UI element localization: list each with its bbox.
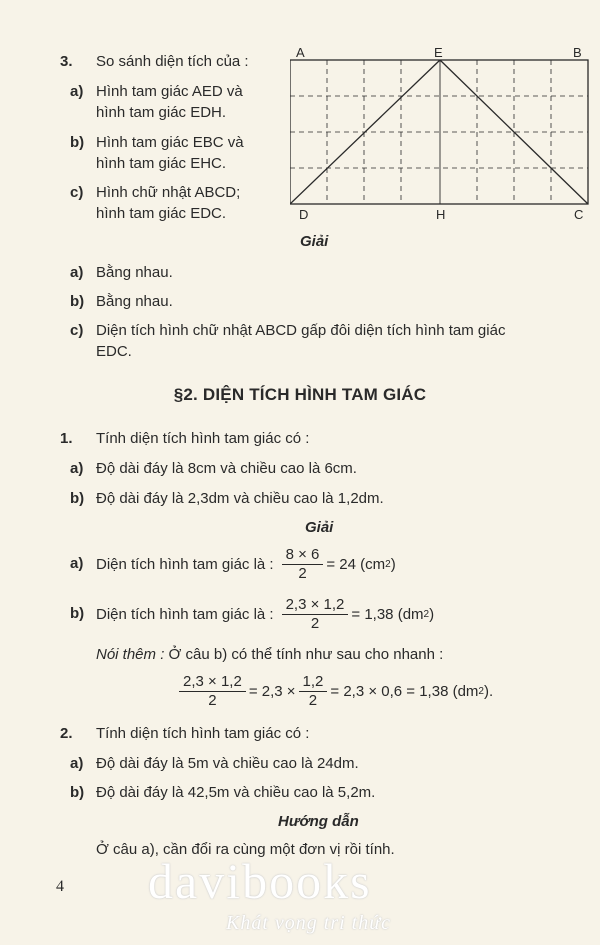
note-line: [96, 646, 443, 663]
unit-exponent: 2: [385, 558, 391, 570]
rectangle-figure: [290, 44, 595, 224]
watermark-tagline: Khát vọng tri thức: [226, 912, 392, 934]
problem-1-stem: Tính diện tích hình tam giác có :: [96, 430, 310, 447]
fraction-12-over-2: [299, 673, 328, 710]
solution-1b-equation: [96, 591, 434, 637]
fraction-23x12-over-2: [282, 596, 349, 633]
problem-2a-label: a): [70, 755, 84, 772]
fraction-denominator: 2: [298, 564, 307, 582]
problem-2b-label: b): [70, 784, 85, 801]
unit-close: ): [390, 555, 396, 573]
unit-close: ): [429, 605, 435, 623]
unit-exponent: 2: [423, 608, 430, 620]
answer-3a-label: a): [70, 264, 84, 281]
fraction-8x6-over-2: [282, 546, 324, 583]
answer-3c-line2: EDC.: [96, 343, 132, 360]
solution-1a-result: = 24 (cm: [326, 555, 386, 573]
fraction-numerator: 1,2: [299, 673, 328, 692]
problem-3a-label: a): [70, 83, 84, 100]
problem-3c-line2: hình tam giác EDC.: [96, 205, 227, 222]
problem-2-stem: Tính diện tích hình tam giác có :: [96, 725, 310, 742]
problem-3-stem: So sánh diện tích của :: [96, 53, 249, 70]
answer-3a-text: Bằng nhau.: [96, 264, 173, 281]
fraction-denominator: 2: [308, 691, 318, 709]
problem-3-solution-heading: Giải: [300, 233, 329, 250]
label-b: B: [573, 45, 582, 60]
unit-close: ).: [483, 682, 494, 700]
fraction-23x12-over-2: [179, 673, 246, 710]
fraction-denominator: 2: [208, 691, 217, 709]
solution-1b-result: = 1,38 (dm: [351, 605, 424, 623]
problem-3b-label: b): [70, 134, 85, 151]
answer-3c-line1: Diện tích hình chữ nhật ABCD gấp đôi diện tích hình tam giác: [96, 322, 506, 339]
answer-3c-label: c): [70, 322, 84, 339]
unit-exponent: 2: [478, 685, 484, 697]
watermark-logo: davibooks: [148, 853, 372, 909]
problem-2-hint-text: Ở câu a), cần đổi ra cùng một đơn vị rồi tính.: [96, 841, 395, 858]
fraction-numerator: 2,3 × 1,2: [282, 596, 349, 615]
label-e: E: [434, 45, 443, 60]
problem-1-number: 1.: [60, 430, 73, 447]
answer-3b-label: b): [70, 293, 85, 310]
fraction-numerator: 8 × 6: [282, 546, 324, 565]
label-c: C: [574, 207, 584, 222]
problem-2b-text: Độ dài đáy là 42,5m và chiều cao là 5,2m.: [96, 784, 376, 801]
note-label: Nói thêm :: [96, 646, 165, 663]
label-a: A: [296, 45, 305, 60]
fraction-numerator: 2,3 × 1,2: [179, 673, 246, 692]
problem-1a-text: Độ dài đáy là 8cm và chiều cao là 6cm.: [96, 460, 357, 477]
fast-method-equation: [176, 668, 493, 714]
problem-3-number: 3.: [60, 53, 73, 70]
problem-3a-line2: hình tam giác EDH.: [96, 104, 227, 121]
problem-2a-text: Độ dài đáy là 5m và chiều cao là 24dm.: [96, 755, 359, 772]
solution-1b-prefix: Diện tích hình tam giác là :: [96, 605, 274, 623]
problem-1b-text: Độ dài đáy là 2,3dm và chiều cao là 1,2dm.: [96, 490, 384, 507]
page-number: 4: [56, 878, 64, 895]
solution-1a-label: a): [70, 555, 84, 572]
problem-1-solution-heading: Giải: [305, 519, 334, 536]
solution-1a-prefix: Diện tích hình tam giác là :: [96, 555, 274, 573]
label-h: H: [436, 207, 446, 222]
problem-1b-label: b): [70, 490, 85, 507]
problem-3a-line1: Hình tam giác AED và: [96, 83, 243, 100]
solution-1b-label: b): [70, 605, 85, 622]
problem-3b-line1: Hình tam giác EBC và: [96, 134, 244, 151]
label-d: D: [299, 207, 309, 222]
note-text: Ở câu b) có thể tính như sau cho nhanh :: [168, 646, 444, 663]
fast-method-tail: = 2,3 × 0,6 = 1,38 (dm: [330, 682, 479, 700]
problem-2-number: 2.: [60, 725, 73, 742]
problem-3c-label: c): [70, 184, 84, 201]
problem-2-hint-heading: Hướng dẫn: [278, 813, 359, 830]
section-title: §2. DIỆN TÍCH HÌNH TAM GIÁC: [173, 385, 427, 404]
answer-3b-text: Bằng nhau.: [96, 293, 173, 310]
problem-3c-line1: Hình chữ nhật ABCD;: [96, 184, 241, 201]
problem-1a-label: a): [70, 460, 84, 477]
solution-1a-equation: [96, 541, 396, 587]
fast-method-middle: = 2,3 ×: [248, 682, 296, 700]
fraction-denominator: 2: [310, 614, 320, 632]
problem-3b-line2: hình tam giác EHC.: [96, 155, 227, 172]
